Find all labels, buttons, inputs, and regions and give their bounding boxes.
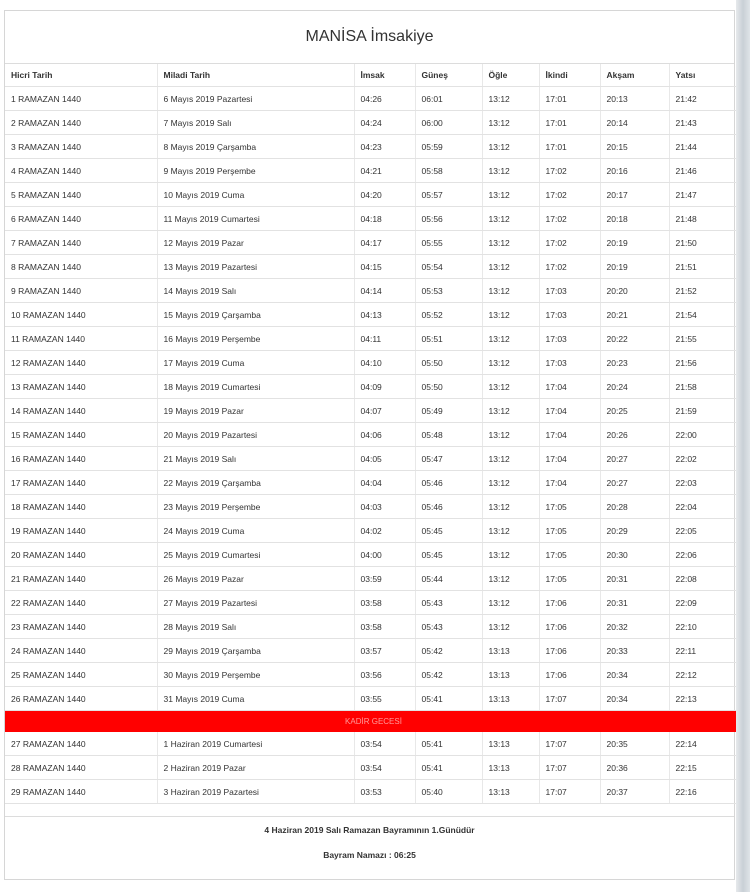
yatsi-time-cell: 22:11 [669, 639, 736, 663]
ikindi-time-cell: 17:01 [539, 87, 600, 111]
ogle-time-cell: 13:12 [482, 567, 539, 591]
table-row [5, 471, 736, 495]
ikindi-time-cell: 17:04 [539, 471, 600, 495]
footer [5, 816, 734, 879]
ikindi-time-cell: 17:04 [539, 399, 600, 423]
aksam-time-cell: 20:19 [600, 255, 669, 279]
yatsi-time-cell: 22:08 [669, 567, 736, 591]
gunes-time-cell: 05:53 [415, 279, 482, 303]
miladi-date-cell: 29 Mayıs 2019 Çarşamba [157, 639, 354, 663]
ogle-time-cell: 13:12 [482, 519, 539, 543]
aksam-time-cell: 20:22 [600, 327, 669, 351]
table-row [5, 279, 736, 303]
table-row [5, 780, 736, 804]
miladi-date-cell: 22 Mayıs 2019 Çarşamba [157, 471, 354, 495]
hicri-date-cell: 21 RAMAZAN 1440 [5, 567, 157, 591]
gunes-time-cell: 05:47 [415, 447, 482, 471]
aksam-time-cell: 20:20 [600, 279, 669, 303]
col-header-miladi: Miladi Tarih [157, 64, 354, 87]
gunes-time-cell: 05:46 [415, 495, 482, 519]
ikindi-time-cell: 17:05 [539, 519, 600, 543]
miladi-date-cell: 10 Mayıs 2019 Cuma [157, 183, 354, 207]
aksam-time-cell: 20:30 [600, 543, 669, 567]
ogle-time-cell: 13:12 [482, 183, 539, 207]
table-row [5, 591, 736, 615]
ogle-time-cell: 13:12 [482, 423, 539, 447]
miladi-date-cell: 13 Mayıs 2019 Pazartesi [157, 255, 354, 279]
miladi-date-cell: 17 Mayıs 2019 Cuma [157, 351, 354, 375]
table-row [5, 375, 736, 399]
imsak-time-cell: 03:54 [354, 756, 415, 780]
aksam-time-cell: 20:23 [600, 351, 669, 375]
table-row [5, 399, 736, 423]
gunes-time-cell: 05:49 [415, 399, 482, 423]
gunes-time-cell: 06:00 [415, 111, 482, 135]
hicri-date-cell: 9 RAMAZAN 1440 [5, 279, 157, 303]
hicri-date-cell: 4 RAMAZAN 1440 [5, 159, 157, 183]
ogle-time-cell: 13:13 [482, 663, 539, 687]
aksam-time-cell: 20:15 [600, 135, 669, 159]
ikindi-time-cell: 17:02 [539, 231, 600, 255]
imsak-time-cell: 04:10 [354, 351, 415, 375]
ogle-time-cell: 13:12 [482, 231, 539, 255]
yatsi-time-cell: 21:55 [669, 327, 736, 351]
ogle-time-cell: 13:12 [482, 207, 539, 231]
table-row [5, 732, 736, 756]
hicri-date-cell: 17 RAMAZAN 1440 [5, 471, 157, 495]
gunes-time-cell: 05:57 [415, 183, 482, 207]
col-header-ogle: Öğle [482, 64, 539, 87]
aksam-time-cell: 20:28 [600, 495, 669, 519]
miladi-date-cell: 30 Mayıs 2019 Perşembe [157, 663, 354, 687]
aksam-time-cell: 20:34 [600, 687, 669, 711]
ikindi-time-cell: 17:05 [539, 495, 600, 519]
yatsi-time-cell: 21:50 [669, 231, 736, 255]
aksam-time-cell: 20:34 [600, 663, 669, 687]
ogle-time-cell: 13:12 [482, 447, 539, 471]
table-row [5, 615, 736, 639]
gunes-time-cell: 05:45 [415, 543, 482, 567]
gunes-time-cell: 05:43 [415, 615, 482, 639]
ikindi-time-cell: 17:04 [539, 423, 600, 447]
table-row [5, 255, 736, 279]
ikindi-time-cell: 17:02 [539, 159, 600, 183]
table-row [5, 687, 736, 711]
aksam-time-cell: 20:31 [600, 567, 669, 591]
yatsi-time-cell: 22:00 [669, 423, 736, 447]
hicri-date-cell: 22 RAMAZAN 1440 [5, 591, 157, 615]
gunes-time-cell: 05:44 [415, 567, 482, 591]
aksam-time-cell: 20:36 [600, 756, 669, 780]
gunes-time-cell: 05:42 [415, 639, 482, 663]
aksam-time-cell: 20:16 [600, 159, 669, 183]
gunes-time-cell: 05:51 [415, 327, 482, 351]
table-row [5, 135, 736, 159]
hicri-date-cell: 15 RAMAZAN 1440 [5, 423, 157, 447]
yatsi-time-cell: 21:42 [669, 87, 736, 111]
miladi-date-cell: 16 Mayıs 2019 Perşembe [157, 327, 354, 351]
ogle-time-cell: 13:12 [482, 135, 539, 159]
ogle-time-cell: 13:12 [482, 495, 539, 519]
table-row [5, 183, 736, 207]
imsak-time-cell: 04:07 [354, 399, 415, 423]
imsakiye-panel [4, 10, 735, 880]
aksam-time-cell: 20:31 [600, 591, 669, 615]
col-header-aksam: Akşam [600, 64, 669, 87]
imsak-time-cell: 04:20 [354, 183, 415, 207]
aksam-time-cell: 20:37 [600, 780, 669, 804]
table-row [5, 447, 736, 471]
gunes-time-cell: 05:50 [415, 351, 482, 375]
miladi-date-cell: 2 Haziran 2019 Pazar [157, 756, 354, 780]
gunes-time-cell: 05:58 [415, 159, 482, 183]
gunes-time-cell: 05:46 [415, 471, 482, 495]
ikindi-time-cell: 17:03 [539, 351, 600, 375]
miladi-date-cell: 8 Mayıs 2019 Çarşamba [157, 135, 354, 159]
miladi-date-cell: 15 Mayıs 2019 Çarşamba [157, 303, 354, 327]
gunes-time-cell: 06:01 [415, 87, 482, 111]
hicri-date-cell: 7 RAMAZAN 1440 [5, 231, 157, 255]
yatsi-time-cell: 21:48 [669, 207, 736, 231]
hicri-date-cell: 3 RAMAZAN 1440 [5, 135, 157, 159]
table-row [5, 327, 736, 351]
miladi-date-cell: 6 Mayıs 2019 Pazartesi [157, 87, 354, 111]
table-row [5, 639, 736, 663]
aksam-time-cell: 20:25 [600, 399, 669, 423]
ogle-time-cell: 13:13 [482, 687, 539, 711]
yatsi-time-cell: 22:12 [669, 663, 736, 687]
imsak-time-cell: 04:13 [354, 303, 415, 327]
table-header-row [5, 64, 736, 87]
ikindi-time-cell: 17:06 [539, 591, 600, 615]
miladi-date-cell: 18 Mayıs 2019 Cumartesi [157, 375, 354, 399]
table-row [5, 207, 736, 231]
aksam-time-cell: 20:19 [600, 231, 669, 255]
ogle-time-cell: 13:12 [482, 255, 539, 279]
ogle-time-cell: 13:12 [482, 399, 539, 423]
kadir-gecesi-label: KADİR GECESİ [5, 711, 736, 733]
miladi-date-cell: 24 Mayıs 2019 Cuma [157, 519, 354, 543]
yatsi-time-cell: 22:15 [669, 756, 736, 780]
table-row [5, 519, 736, 543]
yatsi-time-cell: 21:58 [669, 375, 736, 399]
ikindi-time-cell: 17:07 [539, 756, 600, 780]
hicri-date-cell: 28 RAMAZAN 1440 [5, 756, 157, 780]
yatsi-time-cell: 22:02 [669, 447, 736, 471]
table-row [5, 495, 736, 519]
imsak-time-cell: 04:00 [354, 543, 415, 567]
aksam-time-cell: 20:21 [600, 303, 669, 327]
imsak-time-cell: 04:09 [354, 375, 415, 399]
ogle-time-cell: 13:12 [482, 111, 539, 135]
imsak-time-cell: 03:56 [354, 663, 415, 687]
bayram-notice: 4 Haziran 2019 Salı Ramazan Bayramının 1.Günüdür [264, 825, 475, 835]
miladi-date-cell: 14 Mayıs 2019 Salı [157, 279, 354, 303]
gunes-time-cell: 05:41 [415, 732, 482, 756]
imsak-time-cell: 04:24 [354, 111, 415, 135]
yatsi-time-cell: 21:51 [669, 255, 736, 279]
col-header-yatsi: Yatsı [669, 64, 736, 87]
table-row [5, 351, 736, 375]
table-row [5, 231, 736, 255]
gunes-time-cell: 05:52 [415, 303, 482, 327]
yatsi-time-cell: 22:13 [669, 687, 736, 711]
page-title: MANİSA İmsakiye [5, 11, 734, 64]
ogle-time-cell: 13:12 [482, 351, 539, 375]
ogle-time-cell: 13:12 [482, 159, 539, 183]
table-row [5, 423, 736, 447]
miladi-date-cell: 27 Mayıs 2019 Pazartesi [157, 591, 354, 615]
ikindi-time-cell: 17:02 [539, 183, 600, 207]
table-row [5, 543, 736, 567]
miladi-date-cell: 21 Mayıs 2019 Salı [157, 447, 354, 471]
ikindi-time-cell: 17:06 [539, 663, 600, 687]
gunes-time-cell: 05:45 [415, 519, 482, 543]
page-edge-strip [736, 0, 750, 892]
imsak-time-cell: 04:04 [354, 471, 415, 495]
hicri-date-cell: 14 RAMAZAN 1440 [5, 399, 157, 423]
aksam-time-cell: 20:13 [600, 87, 669, 111]
imsak-time-cell: 04:02 [354, 519, 415, 543]
yatsi-time-cell: 21:47 [669, 183, 736, 207]
ogle-time-cell: 13:12 [482, 87, 539, 111]
yatsi-time-cell: 22:10 [669, 615, 736, 639]
imsak-time-cell: 03:55 [354, 687, 415, 711]
table-row [5, 87, 736, 111]
miladi-date-cell: 7 Mayıs 2019 Salı [157, 111, 354, 135]
hicri-date-cell: 24 RAMAZAN 1440 [5, 639, 157, 663]
imsak-time-cell: 03:59 [354, 567, 415, 591]
gunes-time-cell: 05:40 [415, 780, 482, 804]
miladi-date-cell: 20 Mayıs 2019 Pazartesi [157, 423, 354, 447]
ikindi-time-cell: 17:03 [539, 279, 600, 303]
hicri-date-cell: 23 RAMAZAN 1440 [5, 615, 157, 639]
yatsi-time-cell: 22:05 [669, 519, 736, 543]
yatsi-time-cell: 22:06 [669, 543, 736, 567]
hicri-date-cell: 16 RAMAZAN 1440 [5, 447, 157, 471]
ikindi-time-cell: 17:05 [539, 567, 600, 591]
miladi-date-cell: 9 Mayıs 2019 Perşembe [157, 159, 354, 183]
aksam-time-cell: 20:14 [600, 111, 669, 135]
hicri-date-cell: 13 RAMAZAN 1440 [5, 375, 157, 399]
gunes-time-cell: 05:41 [415, 687, 482, 711]
ikindi-time-cell: 17:07 [539, 780, 600, 804]
yatsi-time-cell: 21:46 [669, 159, 736, 183]
ikindi-time-cell: 17:04 [539, 375, 600, 399]
yatsi-time-cell: 22:09 [669, 591, 736, 615]
ogle-time-cell: 13:13 [482, 756, 539, 780]
miladi-date-cell: 28 Mayıs 2019 Salı [157, 615, 354, 639]
miladi-date-cell: 25 Mayıs 2019 Cumartesi [157, 543, 354, 567]
ikindi-time-cell: 17:01 [539, 111, 600, 135]
table-body [5, 87, 736, 804]
miladi-date-cell: 1 Haziran 2019 Cumartesi [157, 732, 354, 756]
miladi-date-cell: 11 Mayıs 2019 Cumartesi [157, 207, 354, 231]
ogle-time-cell: 13:12 [482, 615, 539, 639]
ogle-time-cell: 13:13 [482, 639, 539, 663]
yatsi-time-cell: 21:59 [669, 399, 736, 423]
imsak-time-cell: 04:23 [354, 135, 415, 159]
ogle-time-cell: 13:13 [482, 780, 539, 804]
hicri-date-cell: 25 RAMAZAN 1440 [5, 663, 157, 687]
imsak-time-cell: 04:05 [354, 447, 415, 471]
imsak-time-cell: 04:15 [354, 255, 415, 279]
gunes-time-cell: 05:55 [415, 231, 482, 255]
hicri-date-cell: 20 RAMAZAN 1440 [5, 543, 157, 567]
imsak-time-cell: 03:58 [354, 615, 415, 639]
hicri-date-cell: 12 RAMAZAN 1440 [5, 351, 157, 375]
ikindi-time-cell: 17:07 [539, 732, 600, 756]
miladi-date-cell: 23 Mayıs 2019 Perşembe [157, 495, 354, 519]
miladi-date-cell: 26 Mayıs 2019 Pazar [157, 567, 354, 591]
kadir-gecesi-row [5, 711, 736, 733]
hicri-date-cell: 10 RAMAZAN 1440 [5, 303, 157, 327]
col-header-ikindi: İkindi [539, 64, 600, 87]
ikindi-time-cell: 17:06 [539, 639, 600, 663]
gunes-time-cell: 05:43 [415, 591, 482, 615]
imsak-time-cell: 04:17 [354, 231, 415, 255]
imsak-time-cell: 04:18 [354, 207, 415, 231]
ikindi-time-cell: 17:02 [539, 255, 600, 279]
aksam-time-cell: 20:32 [600, 615, 669, 639]
yatsi-time-cell: 21:44 [669, 135, 736, 159]
gunes-time-cell: 05:54 [415, 255, 482, 279]
ikindi-time-cell: 17:03 [539, 303, 600, 327]
aksam-time-cell: 20:35 [600, 732, 669, 756]
gunes-time-cell: 05:41 [415, 756, 482, 780]
aksam-time-cell: 20:26 [600, 423, 669, 447]
imsak-time-cell: 04:11 [354, 327, 415, 351]
gunes-time-cell: 05:50 [415, 375, 482, 399]
ogle-time-cell: 13:12 [482, 327, 539, 351]
ikindi-time-cell: 17:07 [539, 687, 600, 711]
aksam-time-cell: 20:17 [600, 183, 669, 207]
hicri-date-cell: 1 RAMAZAN 1440 [5, 87, 157, 111]
yatsi-time-cell: 22:04 [669, 495, 736, 519]
imsak-time-cell: 03:54 [354, 732, 415, 756]
imsak-time-cell: 04:03 [354, 495, 415, 519]
yatsi-time-cell: 22:16 [669, 780, 736, 804]
table-row [5, 663, 736, 687]
ogle-time-cell: 13:12 [482, 471, 539, 495]
col-header-imsak: İmsak [354, 64, 415, 87]
table-row [5, 567, 736, 591]
yatsi-time-cell: 21:43 [669, 111, 736, 135]
aksam-time-cell: 20:27 [600, 447, 669, 471]
ogle-time-cell: 13:12 [482, 303, 539, 327]
hicri-date-cell: 18 RAMAZAN 1440 [5, 495, 157, 519]
hicri-date-cell: 26 RAMAZAN 1440 [5, 687, 157, 711]
yatsi-time-cell: 21:54 [669, 303, 736, 327]
ikindi-time-cell: 17:02 [539, 207, 600, 231]
gunes-time-cell: 05:42 [415, 663, 482, 687]
aksam-time-cell: 20:33 [600, 639, 669, 663]
ogle-time-cell: 13:13 [482, 732, 539, 756]
hicri-date-cell: 8 RAMAZAN 1440 [5, 255, 157, 279]
ikindi-time-cell: 17:03 [539, 327, 600, 351]
gunes-time-cell: 05:48 [415, 423, 482, 447]
table-row [5, 159, 736, 183]
ogle-time-cell: 13:12 [482, 375, 539, 399]
imsak-time-cell: 03:53 [354, 780, 415, 804]
hicri-date-cell: 2 RAMAZAN 1440 [5, 111, 157, 135]
imsak-time-cell: 04:26 [354, 87, 415, 111]
imsak-time-cell: 03:57 [354, 639, 415, 663]
hicri-date-cell: 11 RAMAZAN 1440 [5, 327, 157, 351]
aksam-time-cell: 20:29 [600, 519, 669, 543]
imsak-time-cell: 04:14 [354, 279, 415, 303]
hicri-date-cell: 27 RAMAZAN 1440 [5, 732, 157, 756]
yatsi-time-cell: 21:56 [669, 351, 736, 375]
gunes-time-cell: 05:59 [415, 135, 482, 159]
col-header-hicri: Hicri Tarih [5, 64, 157, 87]
imsak-time-cell: 04:06 [354, 423, 415, 447]
miladi-date-cell: 31 Mayıs 2019 Cuma [157, 687, 354, 711]
miladi-date-cell: 19 Mayıs 2019 Pazar [157, 399, 354, 423]
table-row [5, 111, 736, 135]
table-row [5, 303, 736, 327]
yatsi-time-cell: 22:14 [669, 732, 736, 756]
ikindi-time-cell: 17:01 [539, 135, 600, 159]
hicri-date-cell: 5 RAMAZAN 1440 [5, 183, 157, 207]
imsak-time-cell: 04:21 [354, 159, 415, 183]
table-row [5, 756, 736, 780]
imsak-time-cell: 03:58 [354, 591, 415, 615]
ikindi-time-cell: 17:05 [539, 543, 600, 567]
hicri-date-cell: 6 RAMAZAN 1440 [5, 207, 157, 231]
gunes-time-cell: 05:56 [415, 207, 482, 231]
aksam-time-cell: 20:27 [600, 471, 669, 495]
ikindi-time-cell: 17:04 [539, 447, 600, 471]
hicri-date-cell: 19 RAMAZAN 1440 [5, 519, 157, 543]
ikindi-time-cell: 17:06 [539, 615, 600, 639]
aksam-time-cell: 20:18 [600, 207, 669, 231]
aksam-time-cell: 20:24 [600, 375, 669, 399]
col-header-gunes: Güneş [415, 64, 482, 87]
ogle-time-cell: 13:12 [482, 279, 539, 303]
imsakiye-table [5, 64, 736, 804]
miladi-date-cell: 3 Haziran 2019 Pazartesi [157, 780, 354, 804]
bayram-namazi-time: Bayram Namazı : 06:25 [323, 850, 416, 860]
yatsi-time-cell: 22:03 [669, 471, 736, 495]
miladi-date-cell: 12 Mayıs 2019 Pazar [157, 231, 354, 255]
ogle-time-cell: 13:12 [482, 543, 539, 567]
yatsi-time-cell: 21:52 [669, 279, 736, 303]
hicri-date-cell: 29 RAMAZAN 1440 [5, 780, 157, 804]
ogle-time-cell: 13:12 [482, 591, 539, 615]
